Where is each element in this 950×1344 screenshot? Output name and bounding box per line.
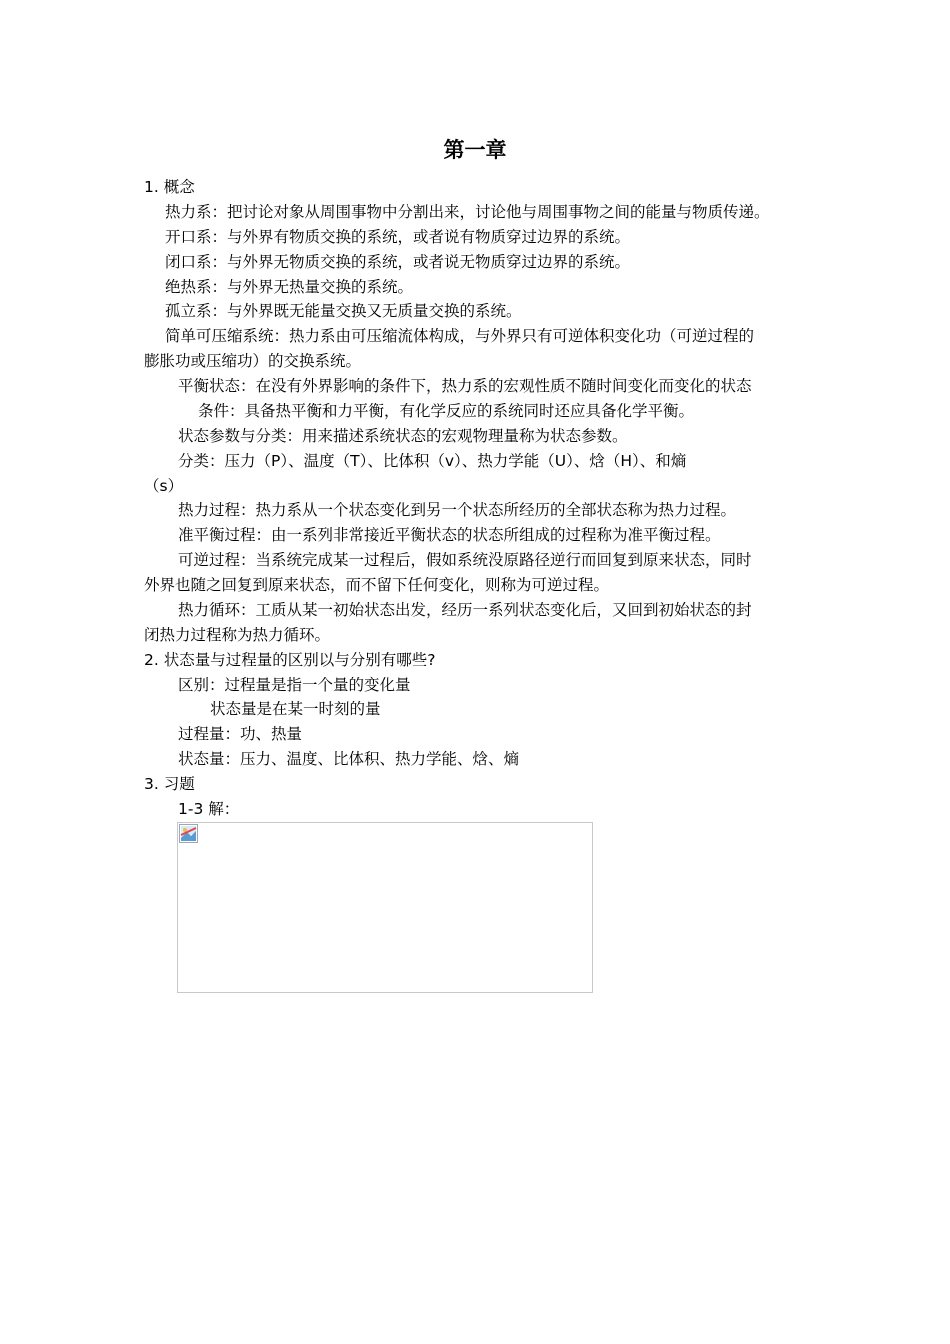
broken-image-icon — [179, 824, 198, 843]
definition-equilibrium-state: 平衡状态：在没有外界影响的条件下，热力系的宏观性质不随时间变化而变化的状态 — [178, 377, 752, 395]
definition-simple-compressible-line-1: 简单可压缩系统：热力系由可压缩流体构成，与外界只有可逆体积变化功（可逆过程的 — [165, 327, 755, 345]
definition-thermo-system: 热力系：把讨论对象从周围事物中分割出来，讨论他与周围事物之间的能量与物质传递。 — [165, 203, 770, 221]
definition-isolated-system: 孤立系：与外界既无能量交换又无质量交换的系统。 — [165, 302, 522, 320]
definition-reversible-line-1: 可逆过程：当系统完成某一过程后，假如系统没原路径逆行而回复到原来状态，同时 — [178, 551, 752, 569]
process-quantities: 过程量：功、热量 — [178, 725, 303, 743]
definition-adiabatic-system: 绝热系：与外界无热量交换的系统。 — [165, 278, 414, 296]
section-3-heading: 3. 习题 — [144, 775, 195, 793]
definition-open-system: 开口系：与外界有物质交换的系统，或者说有物质穿过边界的系统。 — [165, 228, 631, 246]
definition-cycle-line-2: 闭热力过程称为热力循环。 — [144, 626, 331, 644]
problem-1-3-label: 1-3 解： — [178, 800, 240, 818]
definition-reversible-line-2: 外界也随之回复到原来状态，而不留下任何变化，则称为可逆过程。 — [144, 576, 610, 594]
classification-line-1: 分类：压力（P）、温度（T）、比体积（v）、热力学能（U）、焓（H）、和熵 — [178, 452, 687, 470]
chapter-title: 第一章 — [443, 138, 507, 162]
definition-cycle-line-1: 热力循环：工质从某一初始状态出发，经历一系列状态变化后，又回到初始状态的封 — [178, 601, 752, 619]
definition-state-parameters: 状态参数与分类：用来描述系统状态的宏观物理量称为状态参数。 — [178, 427, 628, 445]
definition-closed-system: 闭口系：与外界无物质交换的系统，或者说无物质穿过边界的系统。 — [165, 253, 631, 271]
equilibrium-condition: 条件：具备热平衡和力平衡，有化学反应的系统同时还应具备化学平衡。 — [198, 402, 695, 420]
definition-quasi-equilibrium: 准平衡过程：由一系列非常接近平衡状态的状态所组成的过程称为准平衡过程。 — [178, 526, 721, 544]
section-2-heading: 2. 状态量与过程量的区别以与分别有哪些? — [144, 651, 436, 669]
classification-line-2: （s） — [144, 477, 184, 495]
state-quantities: 状态量：压力、温度、比体积、热力学能、焓、熵 — [178, 750, 520, 768]
definition-thermo-process: 热力过程：热力系从一个状态变化到另一个状态所经历的全部状态称为热力过程。 — [178, 501, 737, 519]
difference-continuation: 状态量是在某一时刻的量 — [210, 700, 381, 718]
definition-simple-compressible-line-2: 膨胀功或压缩功）的交换系统。 — [144, 352, 362, 370]
section-1-heading: 1. 概念 — [144, 178, 195, 196]
difference-text: 区别：过程量是指一个量的变化量 — [178, 676, 411, 694]
problem-image-placeholder — [177, 822, 593, 993]
